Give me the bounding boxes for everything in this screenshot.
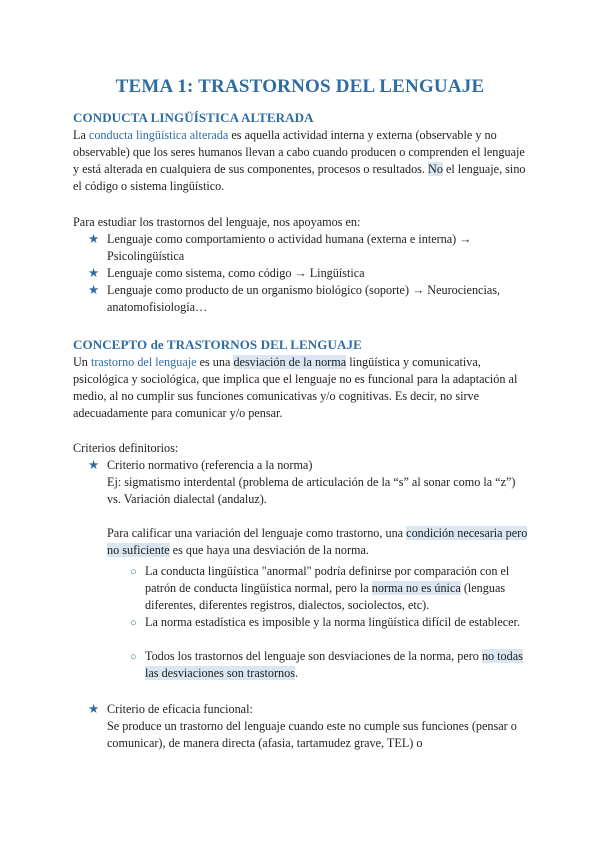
criteria-label: Criterios definitorios: xyxy=(73,441,179,455)
highlight-condicion: condición necesaria pero no suficiente xyxy=(107,526,528,557)
text-span: La xyxy=(73,128,89,142)
sub-list-item-text xyxy=(145,648,533,682)
star-bullet-icon: ★ xyxy=(88,702,100,716)
sub-list-item-text xyxy=(145,563,533,614)
text-span: Para calificar una variación del lenguaje como trastorno, una xyxy=(107,526,407,540)
text-span: (lenguas diferentes, diferentes registros, dialectos, sociolectos, etc). xyxy=(145,581,506,612)
criterion-title: Criterio normativo (referencia a la norma) xyxy=(107,458,313,472)
highlight-norma: norma no es única xyxy=(371,581,461,595)
page-title: TEMA 1: TRASTORNOS DEL LENGUAJE xyxy=(115,76,485,97)
highlight-no: No xyxy=(428,162,443,176)
circle-bullet-icon: ○ xyxy=(130,617,137,629)
star-bullet-icon: ★ xyxy=(88,232,100,246)
text-span: es aquella actividad interna y externa (observable y no observable) que los seres humanos llevan a cabo cuando producen o comprenden el lenguaje y está alterada en cualquiera de sus componentes, procesos o resultados. xyxy=(73,128,525,176)
highlight-no-todas: no todas las desviaciones son trastornos xyxy=(145,649,523,680)
text-span: lingüística y comunicativa, psicológica y sociológica, que implica que el lenguaje no es funcional para la adaptación al medio, al no cumplir sus funciones comunicativas y/o cognitivas. Es decir, no sirve adecuadamente para comunicar y/o pensar. xyxy=(73,355,518,420)
list-item-text: Lenguaje como producto de un organismo biológico (soporte) → Neurociencias, anatomofisiología… xyxy=(107,283,501,314)
list-item-text: Lenguaje como sistema, como código → Lingüística xyxy=(107,266,365,280)
text-span: es que haya una desviación de la norma. xyxy=(169,543,369,557)
circle-bullet-icon: ○ xyxy=(130,651,137,663)
criterion-example: Ej: sigmatismo interdental (problema de articulación de la “s” al sonar como la “z”) vs. Variación dialectal (andaluz). xyxy=(107,475,516,506)
star-bullet-icon: ★ xyxy=(88,458,100,472)
paragraph-conducta-definition xyxy=(73,127,533,195)
highlight-desviacion: desviación de la norma xyxy=(233,355,347,369)
criterion-title: Criterio de eficacia funcional: xyxy=(107,702,253,716)
text-span: el lenguaje, sino el código o sistema lingüístico. xyxy=(73,162,526,193)
term-link-conducta[interactable]: conducta lingüística alterada xyxy=(88,128,229,142)
sub-list-item-text: La norma estadística es imposible y la norma lingüística difícil de establecer. xyxy=(145,615,520,629)
star-bullet-icon: ★ xyxy=(88,283,100,297)
criterion-eficacia-text: Se produce un trastorno del lenguaje cuando este no cumple sus funciones (pensar o comunicar), de manera directa (afasia, tartamudez grave, TEL) o xyxy=(107,719,517,750)
text-span: es una xyxy=(196,355,234,369)
text-span: Todos los trastornos del lenguaje son desviaciones de la norma, pero xyxy=(145,649,482,663)
term-link-trastorno[interactable]: trastorno del lenguaje xyxy=(90,355,197,369)
circle-bullet-icon: ○ xyxy=(130,566,137,578)
text-span: . xyxy=(294,666,298,680)
text-span: La conducta lingüística "anormal" podría definirse por comparación con el patrón de conducta lingüística normal, pero la xyxy=(145,564,510,595)
list-item-text: Lenguaje como comportamiento o actividad humana (externa e interna) → Psicolingüística xyxy=(107,232,472,263)
star-bullet-icon: ★ xyxy=(88,266,100,280)
paragraph-calificar xyxy=(107,525,532,559)
section-heading-concepto: CONCEPTO de TRASTORNOS DEL LENGUAJE xyxy=(73,337,362,352)
paragraph-intro: Para estudiar los trastornos del lenguaje, nos apoyamos en: xyxy=(73,215,361,229)
paragraph-concepto-definition xyxy=(73,354,533,422)
section-heading-conducta: CONDUCTA LINGÜÍSTICA ALTERADA xyxy=(73,110,314,125)
text-span: Un xyxy=(73,355,91,369)
